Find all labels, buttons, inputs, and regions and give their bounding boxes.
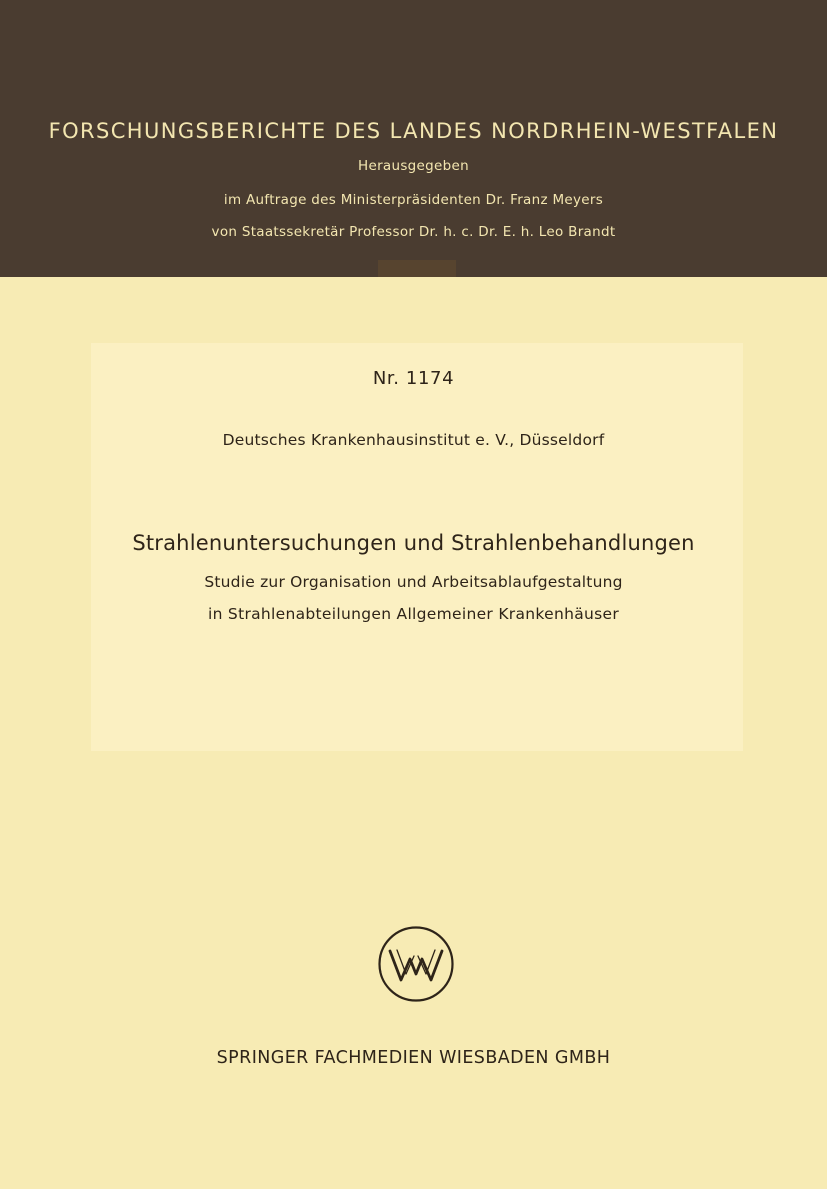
institute-name: Deutsches Krankenhausinstitut e. V., Düsseldorf xyxy=(222,431,605,449)
series-title: FORSCHUNGSBERICHTE DES LANDES NORDRHEIN-WESTFALEN xyxy=(48,119,779,143)
commission-line: im Auftrage des Ministerpräsidenten Dr. Franz Meyers xyxy=(223,192,604,208)
report-number: Nr. 1174 xyxy=(372,368,455,389)
editor-line: von Staatssekretär Professor Dr. h. c. Dr. E. h. Leo Brandt xyxy=(211,224,616,240)
subtitle-line-2: in Strahlenabteilungen Allgemeiner Krankenhäuser xyxy=(207,605,620,623)
header-band-mark xyxy=(378,260,456,277)
publisher-name: SPRINGER FACHMEDIEN WIESBADEN GMBH xyxy=(216,1048,611,1068)
header-band xyxy=(0,0,827,277)
edited-label: Herausgegeben xyxy=(358,158,469,174)
westdeutscher-verlag-w-logo-icon xyxy=(377,925,455,1003)
document-title: Strahlenuntersuchungen und Strahlenbehandlungen xyxy=(132,531,695,555)
subtitle-line-1: Studie zur Organisation und Arbeitsablaufgestaltung xyxy=(204,573,623,591)
